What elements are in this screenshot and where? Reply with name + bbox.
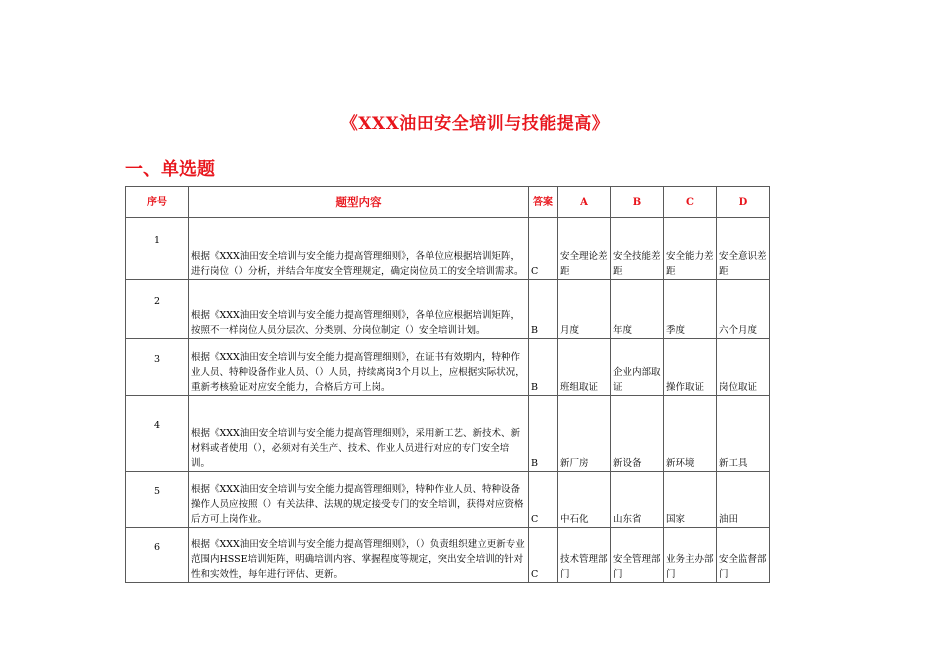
- option-b: 安全管理部门: [611, 528, 664, 583]
- option-a: 技术管理部门: [558, 528, 611, 583]
- document-title: 《XXX油田安全培训与技能提高》: [340, 114, 610, 134]
- option-a: 中石化: [558, 472, 611, 528]
- option-a: 新厂房: [558, 396, 611, 472]
- option-b: 山东省: [611, 472, 664, 528]
- option-d: 安全意识差距: [717, 218, 770, 280]
- option-c: 国家: [664, 472, 717, 528]
- header-option-d: D: [717, 187, 770, 218]
- header-option-b: B: [611, 187, 664, 218]
- option-b: 新设备: [611, 396, 664, 472]
- table-row: [126, 528, 770, 583]
- option-a: 月度: [558, 280, 611, 339]
- option-c: 新环境: [664, 396, 717, 472]
- answer-cell: B: [529, 280, 558, 339]
- question-text: 根据《XXX油田安全培训与安全能力提高管理细则》，（）负责组织建立更新专业范围内HSSE培训矩阵，明确培训内容、掌握程度等规定，突出安全培训的针对性和实效性，每年进行评估、更新。: [189, 528, 529, 583]
- option-b: 年度: [611, 280, 664, 339]
- answer-cell: C: [529, 472, 558, 528]
- table-row: [126, 280, 770, 339]
- header-content: 题型内容: [189, 187, 529, 218]
- option-a: 班组取证: [558, 339, 611, 396]
- answer-cell: C: [529, 528, 558, 583]
- table-row: [126, 339, 770, 396]
- header-answer: 答案: [529, 187, 558, 218]
- question-text: 根据《XXX油田安全培训与安全能力提高管理细则》，各单位应根据培训矩阵，进行岗位（）分析，并结合年度安全管理规定，确定岗位员工的安全培训需求。: [189, 218, 529, 280]
- question-number: 4: [126, 396, 189, 472]
- question-number: 6: [126, 528, 189, 583]
- option-d: 新工具: [717, 396, 770, 472]
- question-text: 根据《XXX油田安全培训与安全能力提高管理细则》，在证书有效期内，特种作业人员、特种设备作业人员、（）人员，持续离岗3个月以上，应根据实际状况，重新考核验证对应安全能力，合格后方可上岗。: [189, 339, 529, 396]
- section-heading: 一、单选题: [125, 159, 215, 180]
- option-b: 安全技能差距: [611, 218, 664, 280]
- question-table: [125, 186, 770, 583]
- question-text: 根据《XXX油田安全培训与安全能力提高管理细则》，特种作业人员、特种设备操作人员应按照（）有关法律、法规的规定接受专门的安全培训，获得对应资格后方可上岗作业。: [189, 472, 529, 528]
- option-c: 操作取证: [664, 339, 717, 396]
- question-number: 3: [126, 339, 189, 396]
- option-d: 岗位取证: [717, 339, 770, 396]
- option-c: 安全能力差距: [664, 218, 717, 280]
- question-number: 5: [126, 472, 189, 528]
- question-text: 根据《XXX油田安全培训与安全能力提高管理细则》，采用新工艺、新技术、新材料或者使用（），必须对有关生产、技术、作业人员进行对应的专门安全培训。: [189, 396, 529, 472]
- table-row: [126, 218, 770, 280]
- question-number: 1: [126, 218, 189, 280]
- question-number: 2: [126, 280, 189, 339]
- header-option-c: C: [664, 187, 717, 218]
- header-number: 序号: [126, 187, 189, 218]
- table-row: [126, 472, 770, 528]
- option-b: 企业内部取证: [611, 339, 664, 396]
- header-option-a: A: [558, 187, 611, 218]
- answer-cell: C: [529, 218, 558, 280]
- option-d: 安全监督部门: [717, 528, 770, 583]
- option-a: 安全理论差距: [558, 218, 611, 280]
- option-d: 油田: [717, 472, 770, 528]
- table-header-row: [126, 187, 770, 218]
- question-text: 根据《XXX油田安全培训与安全能力提高管理细则》，各单位应根据培训矩阵，按照不一样岗位人员分层次、分类别、分岗位制定（）安全培训计划。: [189, 280, 529, 339]
- table-row: [126, 396, 770, 472]
- answer-cell: B: [529, 339, 558, 396]
- option-c: 季度: [664, 280, 717, 339]
- answer-cell: B: [529, 396, 558, 472]
- option-d: 六个月度: [717, 280, 770, 339]
- option-c: 业务主办部门: [664, 528, 717, 583]
